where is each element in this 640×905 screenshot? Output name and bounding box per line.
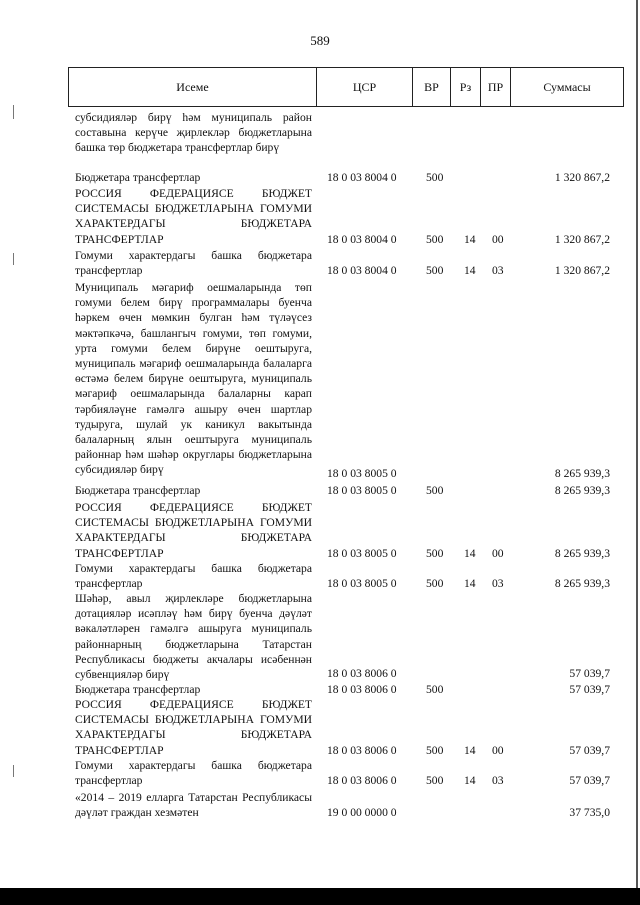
- row-name: Гомуми характердагы башка бюджетара трансфертлар: [75, 759, 312, 788]
- row-sum: 8 265 939,3: [554, 484, 610, 497]
- row-vr: 500: [426, 171, 444, 184]
- row-sum: 1 320 867,2: [554, 233, 610, 246]
- row-rz: 14: [464, 547, 476, 560]
- row-name: Бюджетара трансфертлар: [75, 171, 201, 184]
- row-name: Бюджетара трансфертлар: [75, 484, 201, 497]
- row-rz: 14: [464, 577, 476, 590]
- margin-mark: [13, 253, 14, 265]
- row-vr: 500: [426, 744, 444, 757]
- column-header-sum: Суммасы: [543, 80, 591, 94]
- row-sum: 37 735,0: [569, 806, 610, 819]
- row-vr: 500: [426, 683, 444, 696]
- row-sum: 8 265 939,3: [554, 577, 610, 590]
- scan-edge: [636, 0, 638, 888]
- margin-mark: [13, 765, 14, 777]
- row-rz: 14: [464, 744, 476, 757]
- row-name: РОССИЯ ФЕДЕРАЦИЯСЕ БЮДЖЕТ СИСТЕМАСЫ БЮДЖЕТЛАРЫНА ГОМУМИ ХАРАКТЕРДАГЫ БЮДЖЕТАРА ТРАНСФЕРТЛАР: [75, 187, 312, 246]
- row-sum: 57 039,7: [569, 683, 610, 696]
- row-name: Гомуми характердагы башка бюджетара трансфертлар: [75, 562, 312, 591]
- row-csr: 18 0 03 8006 0: [327, 667, 397, 680]
- row-name: Бюджетара трансфертлар: [75, 683, 201, 696]
- row-vr: 500: [426, 264, 444, 277]
- row-pr: 03: [492, 577, 504, 590]
- row-pr: 00: [492, 233, 504, 246]
- row-csr: 19 0 00 0000 0: [327, 806, 397, 819]
- column-header-rz: Рз: [451, 68, 481, 106]
- row-vr: 500: [426, 484, 444, 497]
- row-name: РОССИЯ ФЕДЕРАЦИЯСЕ БЮДЖЕТ СИСТЕМАСЫ БЮДЖЕТЛАРЫНА ГОМУМИ ХАРАКТЕРДАГЫ БЮДЖЕТАРА ТРАНСФЕРТЛАР: [75, 501, 312, 560]
- column-header-pr: ПР: [481, 68, 511, 106]
- row-pr: 03: [492, 774, 504, 787]
- row-name: Муниципаль мәгариф оешмаларында төп гомуми белем бирү программалары буенча һәркем өчен мөмкин булган һәм түләүсез мәктәпкәчә, башлангыч гомуми, төп гомуми, урта гомуми белем бирүне оештыруга, муниципаль мәгариф оешмаларында балаларга өстәмә белем бирүне оештыруга, муниципаль мәгариф оешмаларында балаларны карап тәрбияләүне гамәлгә ашыру өчен шартлар тудыруга, шулай ук каникул вакытында балаларның ялын оештыруга муниципаль районнар һәм шәһәр округлары бюджетларына субсидияләр бирү: [75, 281, 312, 477]
- row-vr: 500: [426, 547, 444, 560]
- row-csr: 18 0 03 8004 0: [327, 264, 397, 277]
- row-csr: 18 0 03 8006 0: [327, 683, 397, 696]
- column-header-csr: ЦСР: [317, 68, 413, 106]
- row-sum: 1 320 867,2: [554, 264, 610, 277]
- column-header-name: Исеме: [69, 68, 317, 106]
- row-csr: 18 0 03 8006 0: [327, 774, 397, 787]
- row-vr: 500: [426, 577, 444, 590]
- row-rz: 14: [464, 233, 476, 246]
- row-rz: 14: [464, 774, 476, 787]
- row-sum: 1 320 867,2: [554, 171, 610, 184]
- row-csr: 18 0 03 8005 0: [327, 484, 397, 497]
- row-csr: 18 0 03 8005 0: [327, 577, 397, 590]
- row-pr: 03: [492, 264, 504, 277]
- row-pr: 00: [492, 744, 504, 757]
- row-csr: 18 0 03 8005 0: [327, 467, 397, 480]
- margin-mark: [13, 105, 14, 119]
- row-name: Гомуми характердагы башка бюджетара трансфертлар: [75, 249, 312, 278]
- row-sum: 8 265 939,3: [554, 547, 610, 560]
- row-csr: 18 0 03 8005 0: [327, 547, 397, 560]
- row-csr: 18 0 03 8006 0: [327, 744, 397, 757]
- row-name: Шәһәр, авыл җирлекләре бюджетларына дотацияләр исәпләү һәм бирү буенча дәүләт вәкаләтләрен гамәлгә ашыруга муниципаль районнарның бюджетларына Татарстан Республикасы бюджеты акчалары исәбеннән субвенцияләр бирү: [75, 592, 312, 682]
- column-header-vr: ВР: [413, 68, 451, 106]
- row-sum: 57 039,7: [569, 667, 610, 680]
- row-sum: 57 039,7: [569, 744, 610, 757]
- scan-bottom-bar: [0, 888, 640, 905]
- row-sum: 57 039,7: [569, 774, 610, 787]
- row-vr: 500: [426, 774, 444, 787]
- row-csr: 18 0 03 8004 0: [327, 171, 397, 184]
- row-sum: 8 265 939,3: [554, 467, 610, 480]
- row-rz: 14: [464, 264, 476, 277]
- row-pr: 00: [492, 547, 504, 560]
- row-vr: 500: [426, 233, 444, 246]
- page-number: 589: [310, 33, 330, 48]
- row-name: РОССИЯ ФЕДЕРАЦИЯСЕ БЮДЖЕТ СИСТЕМАСЫ БЮДЖЕТЛАРЫНА ГОМУМИ ХАРАКТЕРДАГЫ БЮДЖЕТАРА ТРАНСФЕРТЛАР: [75, 698, 312, 757]
- row-name: субсидияләр бирү һәм муниципаль район составына керүче җирлекләр бюджетларына башка төр бюджетара трансфертлар бирү: [75, 111, 312, 155]
- row-csr: 18 0 03 8004 0: [327, 233, 397, 246]
- row-name: «2014 – 2019 елларга Татарстан Республикасы дәүләт граждан хезмәтен: [75, 791, 312, 820]
